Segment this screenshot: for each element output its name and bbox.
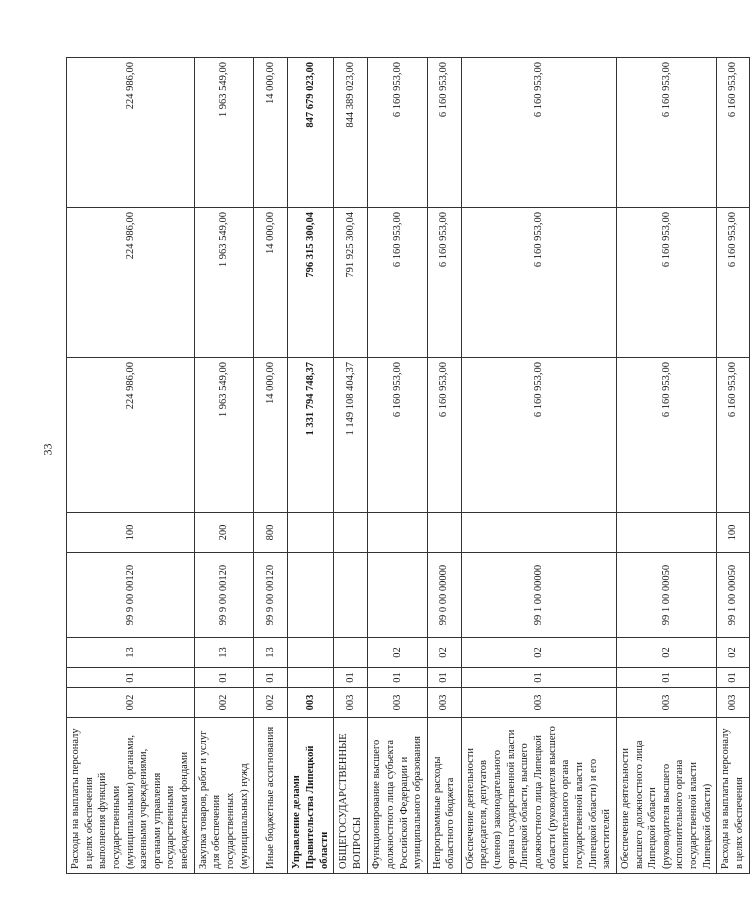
row-sum-2: 796 315 300,04 bbox=[288, 208, 334, 358]
row-name: Обеспечение деятельности высшего должностного лица Липецкой области (руководителя высшего исполнительного органа государственной власти Липецкой области) bbox=[616, 718, 716, 874]
table-row bbox=[67, 58, 195, 874]
row-expense-type: 800 bbox=[254, 513, 288, 553]
row-name: Расходы на выплаты персоналу в целях обеспечения bbox=[717, 718, 749, 874]
row-sum-3: 6 160 953,00 bbox=[427, 58, 461, 208]
row-name: Функционирование высшего должностного лица субъекта Российской Федерации и муниципального образования bbox=[368, 718, 428, 874]
row-sum-1: 6 160 953,00 bbox=[461, 358, 616, 513]
row-sum-1: 6 160 953,00 bbox=[368, 358, 428, 513]
row-sum-2: 6 160 953,00 bbox=[427, 208, 461, 358]
row-expense-type bbox=[427, 513, 461, 553]
row-sum-2: 6 160 953,00 bbox=[616, 208, 716, 358]
row-target-article bbox=[368, 553, 428, 638]
row-sum-3: 847 679 023,00 bbox=[288, 58, 334, 208]
row-target-article bbox=[288, 553, 334, 638]
row-subsection: 13 bbox=[194, 638, 254, 668]
row-code: 003 bbox=[427, 688, 461, 718]
row-expense-type bbox=[334, 513, 368, 553]
row-subsection: 02 bbox=[717, 638, 749, 668]
row-sum-1: 14 000,00 bbox=[254, 358, 288, 513]
row-name: Обеспечение деятельности председателя, депутатов (членов) законодательного органа государственной власти Липецкой области, высшего должностного лица Липецкой области (руководителя высшего исполнительного органа государственной власти Липецкой области) и его заместителей bbox=[461, 718, 616, 874]
row-subsection: 02 bbox=[616, 638, 716, 668]
row-sum-3: 6 160 953,00 bbox=[461, 58, 616, 208]
table-row bbox=[427, 58, 461, 874]
row-sum-3: 6 160 953,00 bbox=[368, 58, 428, 208]
row-code: 003 bbox=[288, 688, 334, 718]
rotated-table-wrapper bbox=[66, 58, 745, 874]
row-expense-type: 200 bbox=[194, 513, 254, 553]
row-code: 003 bbox=[334, 688, 368, 718]
row-subsection: 02 bbox=[368, 638, 428, 668]
table-row bbox=[616, 58, 716, 874]
row-code: 002 bbox=[67, 688, 195, 718]
row-code: 003 bbox=[616, 688, 716, 718]
row-subsection bbox=[334, 638, 368, 668]
row-sum-1: 1 963 549,00 bbox=[194, 358, 254, 513]
row-sum-3: 844 389 023,00 bbox=[334, 58, 368, 208]
row-name: Расходы на выплаты персоналу в целях обеспечения выполнения функций государственными (муниципальными) органами, казенными учреждениями, органами управления государственными внебюджетными фондами bbox=[67, 718, 195, 874]
row-sum-2: 14 000,00 bbox=[254, 208, 288, 358]
row-sum-2: 224 986,00 bbox=[67, 208, 195, 358]
row-sum-3: 6 160 953,00 bbox=[717, 58, 749, 208]
row-sum-3: 6 160 953,00 bbox=[616, 58, 716, 208]
row-expense-type: 100 bbox=[67, 513, 195, 553]
row-sum-2: 1 963 549,00 bbox=[194, 208, 254, 358]
row-section: 01 bbox=[194, 668, 254, 688]
row-sum-1: 6 160 953,00 bbox=[427, 358, 461, 513]
row-subsection: 13 bbox=[254, 638, 288, 668]
row-section bbox=[288, 668, 334, 688]
row-code: 003 bbox=[717, 688, 749, 718]
row-sum-1: 224 986,00 bbox=[67, 358, 195, 513]
row-target-article: 99 1 00 00050 bbox=[717, 553, 749, 638]
row-subsection bbox=[288, 638, 334, 668]
row-code: 002 bbox=[194, 688, 254, 718]
row-target-article: 99 1 00 00050 bbox=[616, 553, 716, 638]
row-name: Управление делами Правительства Липецкой области bbox=[288, 718, 334, 874]
row-target-article bbox=[334, 553, 368, 638]
row-name: Закупка товаров, работ и услуг для обеспечения государственных (муниципальных) нужд bbox=[194, 718, 254, 874]
table-row bbox=[368, 58, 428, 874]
row-sum-3: 14 000,00 bbox=[254, 58, 288, 208]
row-sum-1: 6 160 953,00 bbox=[616, 358, 716, 513]
row-subsection: 02 bbox=[427, 638, 461, 668]
row-code: 003 bbox=[461, 688, 616, 718]
row-subsection: 13 bbox=[67, 638, 195, 668]
row-section: 01 bbox=[616, 668, 716, 688]
row-subsection: 02 bbox=[461, 638, 616, 668]
row-target-article: 99 9 00 00120 bbox=[254, 553, 288, 638]
row-sum-1: 6 160 953,00 bbox=[717, 358, 749, 513]
row-section: 01 bbox=[427, 668, 461, 688]
row-section: 01 bbox=[368, 668, 428, 688]
table-row bbox=[717, 58, 749, 874]
row-section: 01 bbox=[717, 668, 749, 688]
row-sum-3: 1 963 549,00 bbox=[194, 58, 254, 208]
budget-table bbox=[66, 57, 750, 874]
row-code: 002 bbox=[254, 688, 288, 718]
table-row bbox=[288, 58, 334, 874]
row-name: Иные бюджетные ассигнования bbox=[254, 718, 288, 874]
row-section: 01 bbox=[461, 668, 616, 688]
row-section: 01 bbox=[254, 668, 288, 688]
row-expense-type bbox=[368, 513, 428, 553]
row-target-article: 99 9 00 00120 bbox=[194, 553, 254, 638]
row-section: 01 bbox=[67, 668, 195, 688]
row-target-article: 99 9 00 00120 bbox=[67, 553, 195, 638]
row-expense-type bbox=[616, 513, 716, 553]
row-expense-type bbox=[288, 513, 334, 553]
table-row bbox=[254, 58, 288, 874]
page-number: 33 bbox=[40, 443, 55, 456]
row-sum-2: 6 160 953,00 bbox=[368, 208, 428, 358]
row-name: ОБЩЕГОСУДАРСТВЕННЫЕ ВОПРОСЫ bbox=[334, 718, 368, 874]
row-expense-type: 100 bbox=[717, 513, 749, 553]
table-row bbox=[194, 58, 254, 874]
table-row bbox=[461, 58, 616, 874]
row-sum-1: 1 331 794 748,37 bbox=[288, 358, 334, 513]
table-row bbox=[334, 58, 368, 874]
row-sum-2: 791 925 300,04 bbox=[334, 208, 368, 358]
row-sum-2: 6 160 953,00 bbox=[461, 208, 616, 358]
row-code: 003 bbox=[368, 688, 428, 718]
row-section: 01 bbox=[334, 668, 368, 688]
row-sum-1: 1 149 108 404,37 bbox=[334, 358, 368, 513]
row-target-article: 99 1 00 00000 bbox=[461, 553, 616, 638]
row-name: Непрограммные расходы областного бюджета bbox=[427, 718, 461, 874]
row-target-article: 99 0 00 00000 bbox=[427, 553, 461, 638]
row-sum-2: 6 160 953,00 bbox=[717, 208, 749, 358]
row-expense-type bbox=[461, 513, 616, 553]
row-sum-3: 224 986,00 bbox=[67, 58, 195, 208]
